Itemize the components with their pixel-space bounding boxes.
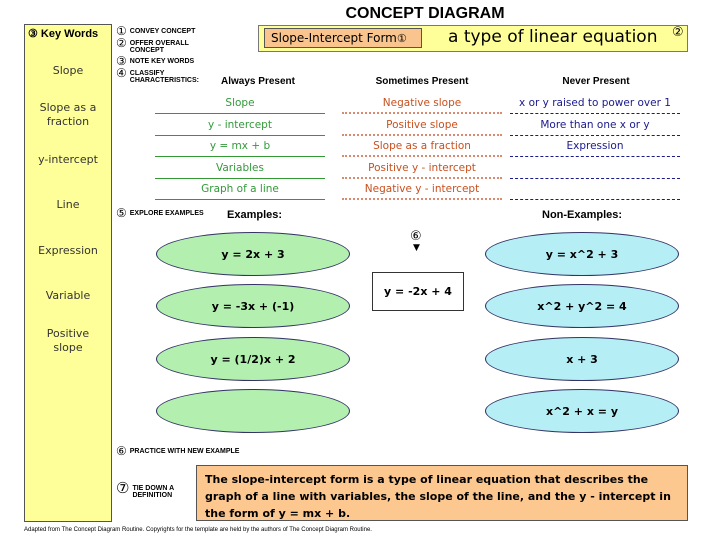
always-present-list [155, 94, 325, 200]
always-item: Slope [155, 94, 325, 114]
step-label: CONVEY CONCEPT [129, 28, 196, 35]
never-item [510, 159, 680, 179]
key-word: Variable [45, 289, 91, 302]
never-present-list [510, 94, 680, 200]
key-word: Line [56, 198, 80, 211]
key-word: Positive slope [46, 327, 90, 354]
non-example-oval: x + 3 [485, 337, 679, 381]
key-word: Expression [38, 244, 98, 257]
step-label: OFFER OVERALL CONCEPT [129, 40, 189, 54]
always-item: y - intercept [155, 116, 325, 136]
non-example-oval: x^2 + y^2 = 4 [485, 284, 679, 328]
never-item [510, 180, 680, 200]
concept-description: a type of linear equation [448, 27, 658, 47]
step-label: PRACTICE WITH NEW EXAMPLE [129, 448, 240, 455]
step-label: NOTE KEY WORDS [129, 58, 195, 65]
step-5 [116, 208, 204, 218]
never-present-header: Never Present [562, 76, 630, 87]
always-item: Variables [155, 159, 325, 179]
step-label: TIE DOWN A DEFINITION [132, 485, 174, 499]
non-examples-header: Non-Examples: [542, 209, 623, 221]
example-oval: y = (1/2)x + 2 [156, 337, 350, 381]
practice-example-box: y = -2x + 4 [372, 272, 464, 311]
arrow-down-icon: ▼ [413, 243, 420, 253]
sometimes-present-list [342, 94, 502, 200]
page-title: CONCEPT DIAGRAM [345, 5, 505, 22]
step-3 [116, 56, 194, 66]
step-number: ① [116, 24, 127, 38]
footer-credit: Adapted from The Concept Diagram Routine. Copyrights for the template are held by the authors of The Concept Diagram Routine. [24, 527, 372, 533]
step-6 [116, 446, 239, 456]
key-word: y-intercept [38, 153, 98, 166]
step-1 [116, 26, 195, 36]
examples-header: Examples: [227, 209, 283, 221]
step-number: ⑤ [116, 206, 127, 220]
step-number: ④ [116, 66, 127, 80]
always-present-header: Always Present [221, 76, 295, 87]
step-label: CLASSIFY CHARACTERISTICS: [129, 70, 199, 84]
never-item: More than one x or y [510, 116, 680, 136]
concept-term [264, 28, 422, 48]
sometimes-item: Slope as a fraction [342, 137, 502, 157]
non-example-oval: y = x^2 + 3 [485, 232, 679, 276]
sometimes-item: Negative y - intercept [342, 180, 502, 200]
key-words-header: ③ Key Words [28, 28, 99, 40]
step-2 [116, 38, 211, 54]
example-oval [156, 389, 350, 433]
never-item: x or y raised to power over 1 [510, 94, 680, 114]
always-item: Graph of a line [155, 180, 325, 200]
step-number: ③ [116, 54, 127, 68]
step-label: EXPLORE EXAMPLES [129, 210, 204, 217]
step-number: ⑦ [116, 480, 130, 497]
key-words-panel [24, 24, 112, 522]
step-7 [116, 480, 191, 499]
example-oval: y = 2x + 3 [156, 232, 350, 276]
sometimes-present-header: Sometimes Present [375, 76, 469, 87]
concept-term-number: ① [396, 32, 407, 45]
key-word: Slope as a fraction [39, 101, 97, 128]
practice-number: ⑥ [410, 229, 422, 244]
sometimes-item: Negative slope [342, 94, 502, 114]
concept-description-number: ② [672, 25, 684, 40]
key-word: Slope [52, 64, 84, 77]
concept-term-text: Slope-Intercept Form [271, 31, 397, 45]
never-item: Expression [510, 137, 680, 157]
definition-box: The slope-intercept form is a type of linear equation that describes the graph of a line with variables, the slope of the line, and the y - intercept in the form of y = mx + b. [196, 465, 688, 521]
sometimes-item: Positive y - intercept [342, 159, 502, 179]
always-item: y = mx + b [155, 137, 325, 157]
sometimes-item: Positive slope [342, 116, 502, 136]
step-number: ② [116, 36, 127, 50]
step-number: ⑥ [116, 444, 127, 458]
non-example-oval: x^2 + x = y [485, 389, 679, 433]
example-oval: y = -3x + (-1) [156, 284, 350, 328]
